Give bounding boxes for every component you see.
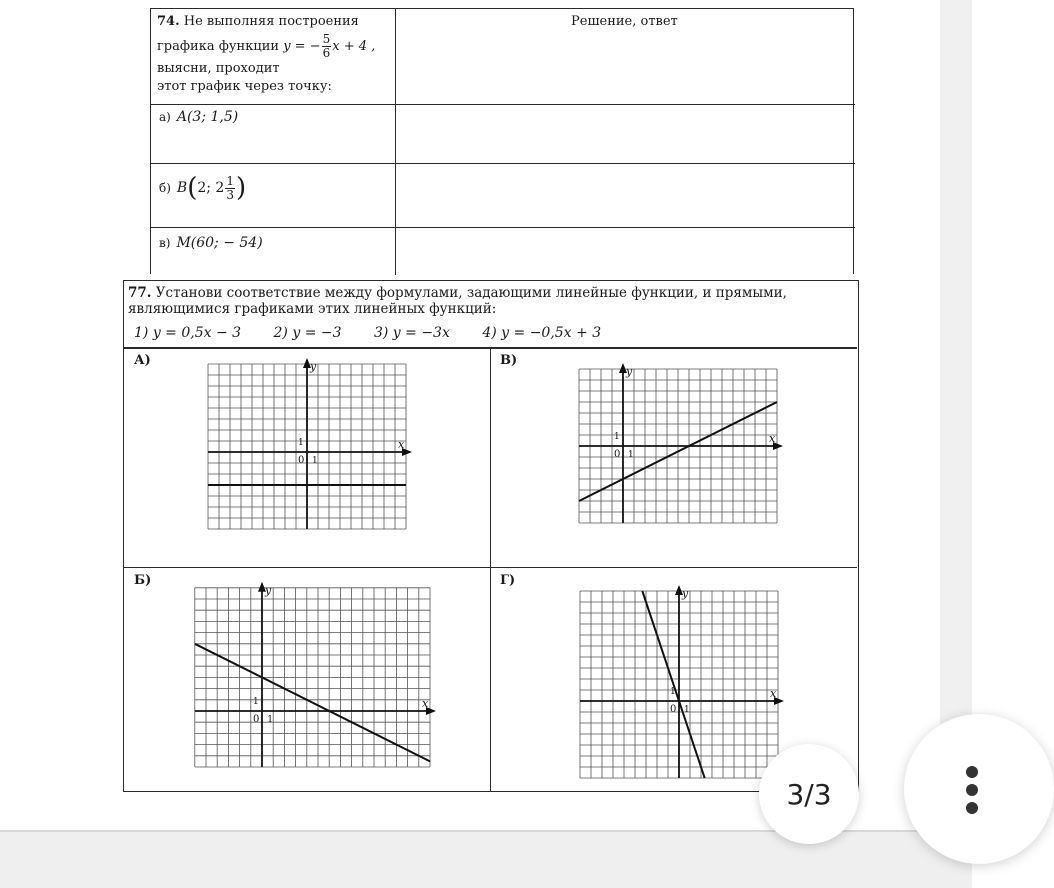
y-axis-label: y — [682, 587, 689, 600]
formula-3: 3) y = −3x — [373, 325, 450, 341]
origin-label: 0 — [614, 449, 621, 460]
cell-label-v: В) — [500, 353, 518, 368]
x-axis-label: x — [769, 432, 776, 445]
task-77-formulas — [134, 325, 629, 341]
origin-label: 0 — [298, 455, 305, 466]
page-indicator-text: 3/3 — [786, 777, 832, 811]
cell-label-b: Б) — [134, 573, 152, 588]
task-74-statement: 74. Не выполняя построения графика функции y = − $\frac{5}{6}$ x + 4 , выясни, проходит этот график через точку: — [157, 14, 376, 94]
task-74-formula-lhs: y = − — [283, 39, 321, 54]
grid-lines — [195, 588, 430, 767]
cell-label-a: А) — [134, 353, 151, 368]
more-options-icon-dot — [966, 802, 978, 814]
formula-2: 2) y = −3 — [273, 325, 342, 341]
y-unit-label: 1 — [614, 432, 620, 442]
y-axis-label: y — [265, 583, 272, 597]
x-unit-label: 1 — [628, 450, 634, 460]
x-axis-label: x — [422, 697, 429, 710]
graph-b — [192, 583, 440, 779]
formula-1: 1) y = 0,5x − 3 — [134, 325, 242, 341]
more-options-button[interactable] — [904, 714, 1054, 864]
task-74-formula-fraction: $\frac{5}{6}$ — [322, 32, 331, 60]
task-77-table — [123, 280, 859, 792]
viewer-side-strip — [940, 0, 972, 832]
origin-label: 0 — [253, 714, 260, 725]
graph-v — [575, 365, 787, 539]
origin-label: 0 — [670, 704, 677, 715]
y-unit-label: 1 — [253, 696, 259, 707]
y-unit-label: 1 — [670, 687, 676, 697]
x-axis-label: x — [398, 438, 405, 451]
y-axis-label: y — [310, 360, 317, 373]
answer-column-header: Решение, ответ — [571, 14, 678, 29]
y-unit-label: 1 — [298, 438, 304, 448]
x-unit-label: 1 — [267, 715, 273, 725]
task-74-item-b: б) B(2; 2 $\frac{1}{3}$ ) — [159, 173, 247, 203]
page-indicator[interactable] — [759, 744, 859, 844]
x-unit-label: 1 — [684, 705, 690, 715]
more-options-icon — [966, 766, 978, 778]
task-77-statement: 77. Установи соответствие между формулами, задающими линейные функции, и прямыми, являющимися графиками этих линейных функций: — [128, 285, 787, 317]
x-axis-label: x — [770, 687, 777, 700]
task-74-item-a: а) A(3; 1,5) — [159, 109, 239, 125]
formula-4: 4) y = −0,5x + 3 — [482, 325, 602, 341]
graph-a — [203, 360, 415, 549]
x-unit-label: 1 — [312, 456, 318, 466]
cell-label-g: Г) — [500, 573, 516, 588]
task-74-table — [150, 8, 854, 274]
graph-g — [575, 587, 787, 787]
function-line — [642, 591, 704, 778]
function-line — [195, 644, 430, 762]
more-options-icon-dot — [966, 784, 978, 796]
y-axis-label: y — [626, 365, 633, 378]
task-74-item-c: в) M(60; − 54) — [159, 235, 263, 251]
